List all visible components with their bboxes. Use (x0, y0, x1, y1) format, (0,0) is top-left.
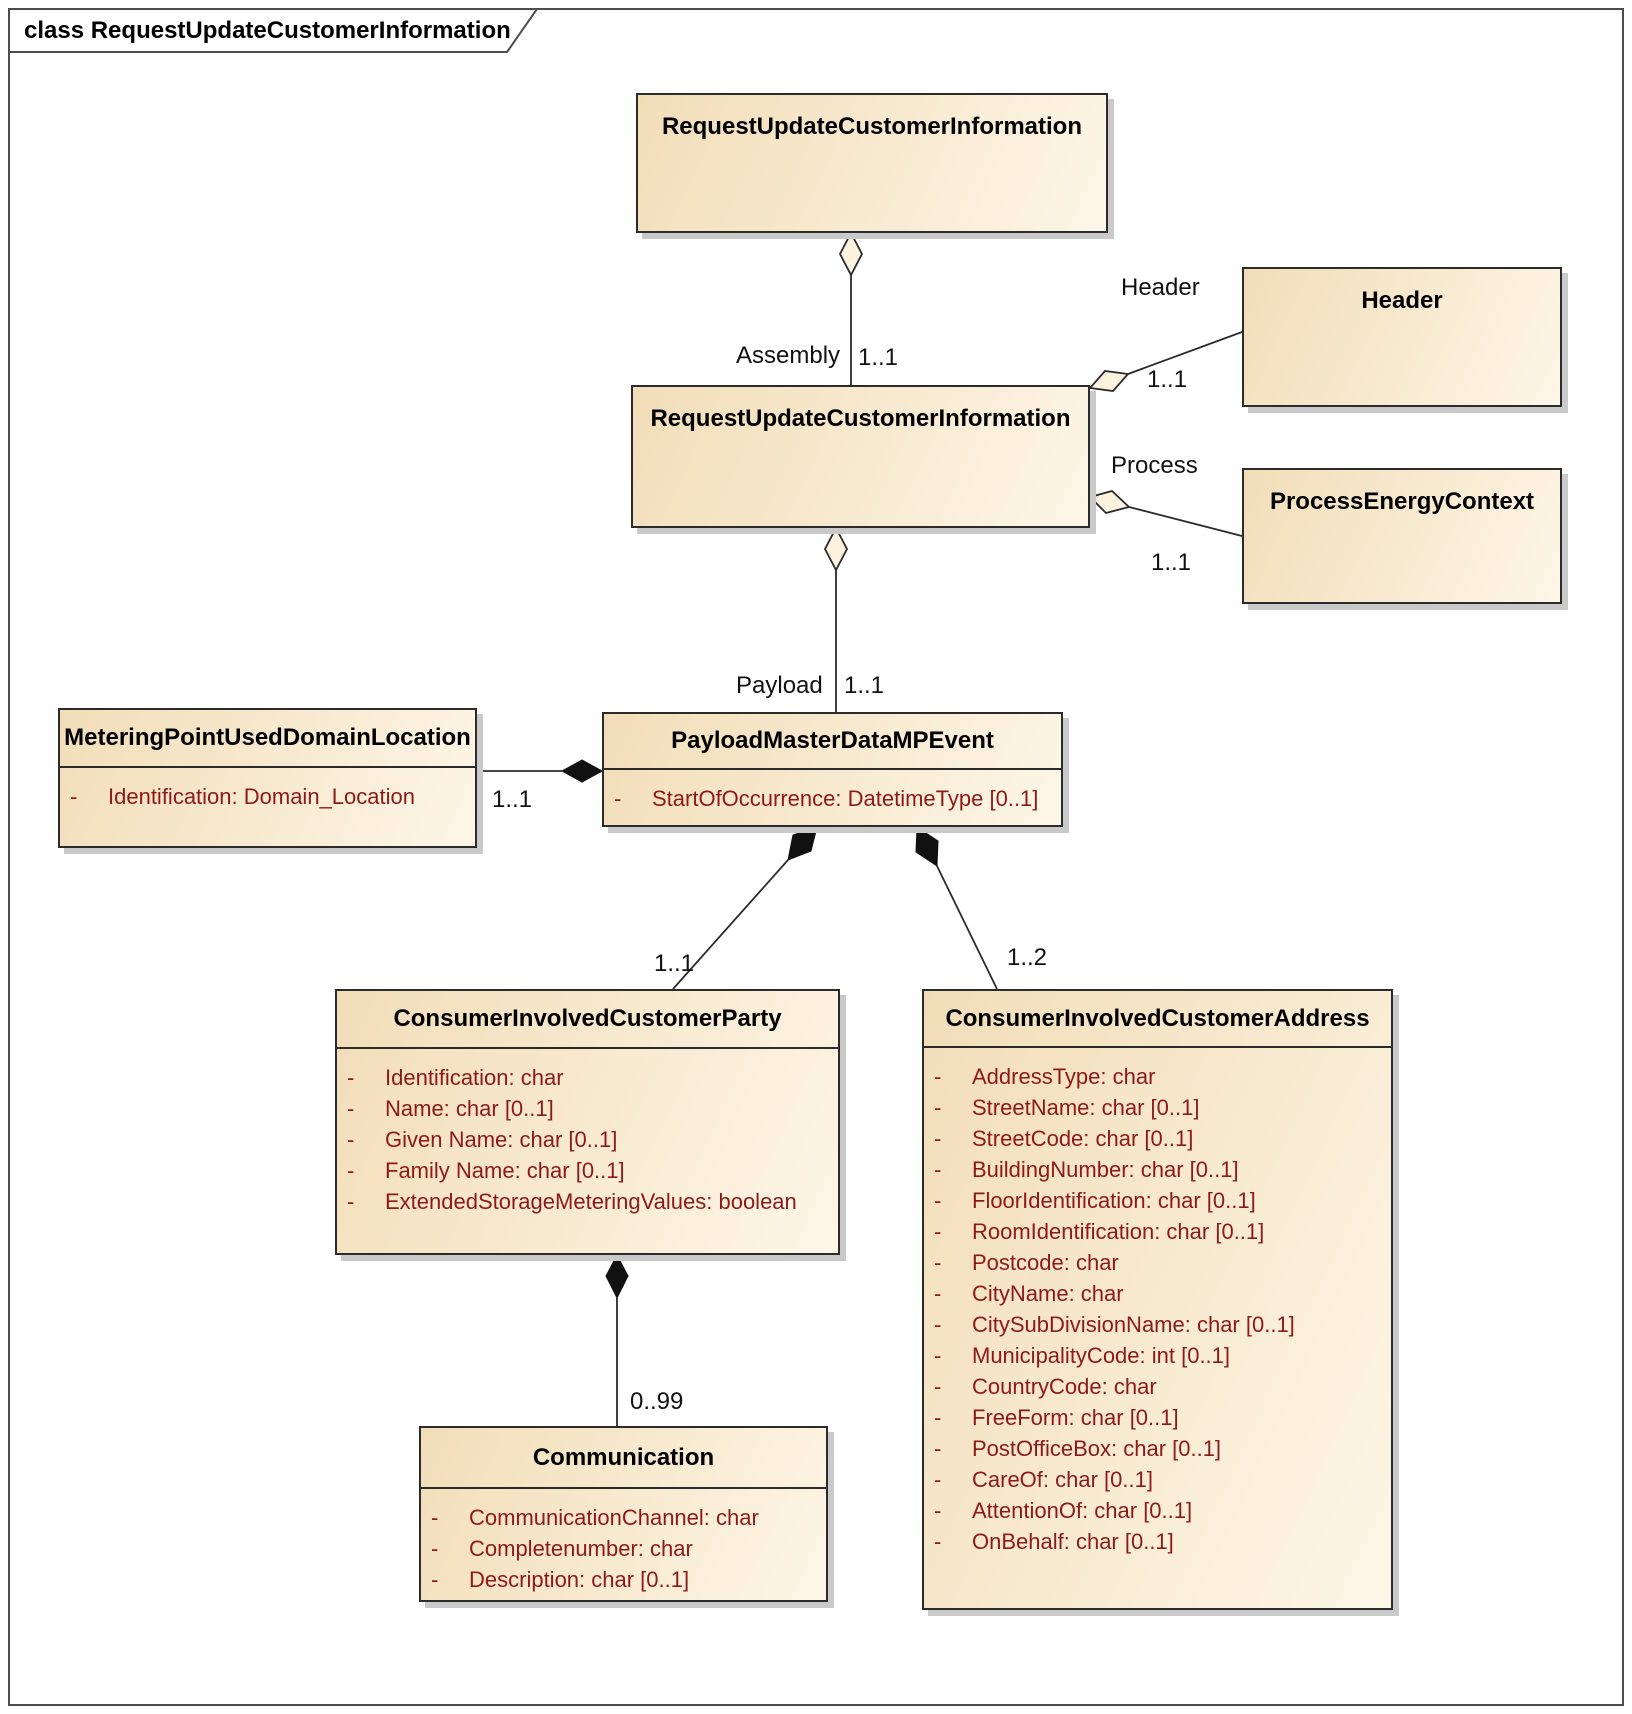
payload-role-label: Payload (736, 672, 823, 699)
attribute-row (924, 1185, 1391, 1216)
attribute-row (337, 1093, 838, 1124)
attribute-row (60, 781, 475, 812)
attribute-row (924, 1309, 1391, 1340)
visibility-prefix: - (934, 1064, 942, 1089)
class-box-consumerinvolvedcustomerparty (335, 989, 840, 1255)
visibility-prefix: - (347, 1096, 355, 1121)
attribute-compartment (337, 1049, 838, 1217)
class-name: ConsumerInvolvedCustomerAddress (924, 991, 1391, 1048)
attribute-row (421, 1502, 826, 1533)
visibility-prefix: - (70, 784, 78, 809)
attribute-text: CareOf: char [0..1] (972, 1467, 1153, 1492)
attribute-compartment (924, 1048, 1391, 1557)
attribute-row (924, 1278, 1391, 1309)
visibility-prefix: - (934, 1095, 942, 1120)
class-name: Header (1361, 287, 1443, 314)
attribute-text: MunicipalityCode: int [0..1] (972, 1343, 1231, 1368)
assembly-role-label: Assembly (736, 342, 841, 369)
address-multiplicity-label: 1..2 (1007, 944, 1048, 971)
attribute-text: PostOfficeBox: char [0..1] (972, 1436, 1222, 1461)
class-box-header (1242, 267, 1562, 407)
attribute-row (924, 1154, 1391, 1185)
class-name: ProcessEnergyContext (1269, 488, 1535, 515)
attribute-text: CityName: char (972, 1281, 1124, 1306)
attribute-text: Identification: Domain_Location (108, 784, 415, 809)
attribute-compartment (60, 768, 475, 812)
attribute-row (924, 1402, 1391, 1433)
attribute-text: CountryCode: char (972, 1374, 1157, 1399)
visibility-prefix: - (431, 1567, 439, 1592)
visibility-prefix: - (347, 1189, 355, 1214)
attribute-text: AddressType: char (972, 1064, 1156, 1089)
attribute-row (924, 1371, 1391, 1402)
attribute-text: CommunicationChannel: char (469, 1505, 759, 1530)
visibility-prefix: - (934, 1374, 942, 1399)
attribute-row (924, 1433, 1391, 1464)
class-name: MeteringPointUsedDomainLocation (60, 710, 475, 768)
attribute-row (604, 783, 1061, 814)
attribute-text: StreetName: char [0..1] (972, 1095, 1200, 1120)
visibility-prefix: - (934, 1529, 942, 1554)
party-multiplicity-label: 1..1 (654, 950, 695, 977)
process-role-label: Process (1111, 452, 1198, 479)
class-box-consumerinvolvedcustomeraddress (922, 989, 1393, 1610)
attribute-text: AttentionOf: char [0..1] (972, 1498, 1193, 1523)
attribute-row (337, 1186, 838, 1217)
visibility-prefix: - (934, 1157, 942, 1182)
attribute-row (421, 1533, 826, 1564)
attribute-text: CitySubDivisionName: char [0..1] (972, 1312, 1295, 1337)
visibility-prefix: - (934, 1312, 942, 1337)
attribute-text: FloorIdentification: char [0..1] (972, 1188, 1256, 1213)
class-name: RequestUpdateCustomerInformation (650, 405, 1071, 432)
visibility-prefix: - (934, 1250, 942, 1275)
class-box-requestupdatecustomerinformation-top (636, 93, 1108, 233)
class-name: ConsumerInvolvedCustomerParty (337, 991, 838, 1049)
visibility-prefix: - (347, 1158, 355, 1183)
attribute-row (337, 1155, 838, 1186)
attribute-text: Postcode: char (972, 1250, 1119, 1275)
visibility-prefix: - (934, 1281, 942, 1306)
diagram-title: class RequestUpdateCustomerInformation (24, 17, 511, 44)
attribute-row (924, 1340, 1391, 1371)
visibility-prefix: - (431, 1536, 439, 1561)
visibility-prefix: - (934, 1405, 942, 1430)
visibility-prefix: - (347, 1127, 355, 1152)
class-name: PayloadMasterDataMPEvent (604, 714, 1061, 770)
assembly-multiplicity-label: 1..1 (858, 344, 899, 371)
attribute-text: Family Name: char [0..1] (385, 1158, 625, 1183)
attribute-text: Completenumber: char (469, 1536, 693, 1561)
class-box-processenergycontext (1242, 468, 1562, 604)
process-multiplicity-label: 1..1 (1151, 549, 1192, 576)
visibility-prefix: - (431, 1505, 439, 1530)
attribute-text: RoomIdentification: char [0..1] (972, 1219, 1265, 1244)
visibility-prefix: - (934, 1498, 942, 1523)
attribute-row (421, 1564, 826, 1595)
class-box-requestupdatecustomerinformation-assembly (631, 385, 1090, 528)
header-multiplicity-label: 1..1 (1147, 366, 1188, 393)
attribute-compartment (604, 770, 1061, 814)
communication-multiplicity-label: 0..99 (630, 1388, 684, 1415)
attribute-text: OnBehalf: char [0..1] (972, 1529, 1174, 1554)
visibility-prefix: - (934, 1126, 942, 1151)
visibility-prefix: - (934, 1188, 942, 1213)
visibility-prefix: - (934, 1436, 942, 1461)
attribute-text: ExtendedStorageMeteringValues: boolean (385, 1189, 797, 1214)
attribute-text: Identification: char (385, 1065, 564, 1090)
attribute-row (924, 1464, 1391, 1495)
attribute-row (924, 1526, 1391, 1557)
visibility-prefix: - (347, 1065, 355, 1090)
metering-multiplicity-label: 1..1 (492, 786, 533, 813)
attribute-text: StartOfOccurrence: DatetimeType [0..1] (652, 786, 1039, 811)
attribute-text: Name: char [0..1] (385, 1096, 554, 1121)
attribute-row (924, 1092, 1391, 1123)
attribute-row (924, 1247, 1391, 1278)
class-name: RequestUpdateCustomerInformation (661, 113, 1083, 140)
attribute-row (337, 1062, 838, 1093)
visibility-prefix: - (934, 1467, 942, 1492)
attribute-row (924, 1216, 1391, 1247)
class-box-meteringpointuseddomainlocation (58, 708, 477, 848)
attribute-row (924, 1495, 1391, 1526)
attribute-text: StreetCode: char [0..1] (972, 1126, 1194, 1151)
attribute-compartment (421, 1489, 826, 1595)
attribute-text: FreeForm: char [0..1] (972, 1405, 1179, 1430)
header-role-label: Header (1121, 274, 1200, 301)
attribute-row (924, 1061, 1391, 1092)
class-name: Communication (421, 1428, 826, 1489)
attribute-text: BuildingNumber: char [0..1] (972, 1157, 1239, 1182)
class-box-payloadmasterdatampevent (602, 712, 1063, 827)
visibility-prefix: - (934, 1219, 942, 1244)
attribute-row (337, 1124, 838, 1155)
class-box-communication (419, 1426, 828, 1602)
attribute-row (924, 1123, 1391, 1154)
attribute-text: Description: char [0..1] (469, 1567, 690, 1592)
attribute-text: Given Name: char [0..1] (385, 1127, 618, 1152)
visibility-prefix: - (614, 786, 622, 811)
visibility-prefix: - (934, 1343, 942, 1368)
payload-multiplicity-label: 1..1 (844, 672, 885, 699)
